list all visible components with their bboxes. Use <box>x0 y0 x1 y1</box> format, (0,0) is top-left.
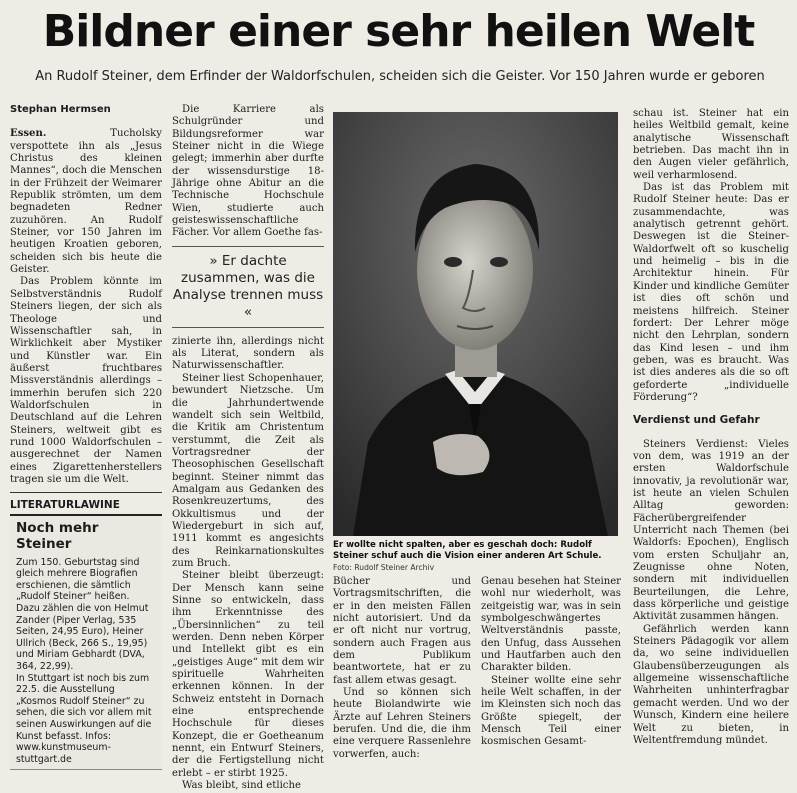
paragraph: Bücher und Vortragsmitschriften, die er in den meisten Fällen nicht autorisiert. Und da er oft nicht nur vortrug, sondern auch Fragen aus dem Publikum beantwortete, hat er zu fast allem etwas gesagt. <box>333 576 471 686</box>
headline: Bildner einer sehr heilen Welt <box>42 6 755 57</box>
sidebar-label: LITERATURLAWINE <box>10 499 120 512</box>
section-subheading: Verdienst und Gefahr <box>633 414 760 427</box>
sidebar-title: Noch mehr Steiner <box>16 519 99 552</box>
sidebar-paragraph: Zum 150. Geburtstag sind gleich mehrere Biografien erschienen, die sämtlich „Rudolf Steiner“ heißen. Dazu zählen die von Helmut Zander (Piper Verlag, 535 Seiten, 24,95 Euro), Heiner Ullrich (Beck, 266 S., 19,95) und Miriam Gebhardt (DVA, 364, 22,99). <box>16 556 149 672</box>
column-3 <box>333 576 471 761</box>
paragraph: Das ist das Problem mit Rudolf Steiner heute: Das er zusammendachte, was analytisch getrennt gehört. Deswegen ist die Steiner-Waldorfwelt oft so kuschelig und heimelig – bis in die Architektur hinein. Für Kinder und kindliche Gemüter ist dies oft schön und meistens hilfreich. Steiner fordert: Der Lehrer möge nicht den Lehrplan, sondern das Kind lesen – und ihm geben, was es braucht. Was ist dies anderes als die so oft geforderte „individuelle Förderung“? <box>633 182 789 403</box>
paragraph: zinierte ihn, allerdings nicht als Literat, sondern als Naturwissenschaftler. <box>172 335 324 372</box>
dateline-place: Essen. <box>10 128 47 140</box>
caption-text: Er wollte nicht spalten, aber es geschah doch: Rudolf Steiner schuf auch die Vision einer anderen Art Schule. <box>333 540 602 561</box>
paragraph <box>10 128 162 276</box>
column-5 <box>633 108 789 747</box>
paragraph: Und so können sich heute Biolandwirte wie Ärzte auf Lehren Steiners berufen. Und die, die ihm eine verquere Rassenlehre vorwerfen, auch: <box>333 687 471 760</box>
column-4 <box>481 576 621 749</box>
photo-credit: Foto: Rudolf Steiner Archiv <box>333 563 435 572</box>
column-1 <box>10 104 162 770</box>
sidebar-paragraph: In Stuttgart ist noch bis zum 22.5. die Ausstellung „Kosmos Rudolf Steiner“ zu sehen, die sich vor allem mit seinen Auswirkungen auf die Kunst befasst. Infos: www.kunstmuseum-stuttgart.de <box>16 672 152 765</box>
pull-quote: » Er dachte zusammen, was die Analyse trennen muss « <box>172 246 324 328</box>
portrait-illustration <box>333 112 618 536</box>
paragraph: Die Karriere als Schulgründer und Bildungsreformer war Steiner nicht in die Wiege gelegt; immerhin aber durfte der wissensdurstige 18-Jährige ohne Abitur an die Technische Hochschule Wien, studierte auch geisteswissenschaftliche Fächer. Vor allem Goethe fas- <box>172 104 324 239</box>
paragraph: Steiners Verdienst: Vieles von dem, was 1919 an der ersten Waldorfschule innovativ, ja revolutionär war, ist heute an vielen Schulen Alltag geworden: Fächerübergreifender Unterricht nach Themen (bei Waldorfs: Epochen), Englisch vom ersten Schuljahr an, Zeugnisse ohne Noten, sondern mit individuellen Beurteilungen, die Lehre, dass körperliche und geistige Aktivität zusammen hängen. <box>633 438 789 623</box>
paragraph: Das Problem könnte im Selbstverständnis Rudolf Steiners liegen, der sich als Theologe und Wissenschaftler sah, in Wirklichkeit aber Mystiker und Künstler war. Ein äußerst fruchtbares Missverständnis allerdings – immerhin berufen sich 220 Waldorfschulen in Deutschland auf die Lehren Steiners, weltweit gibt es rund 1000 Waldorfschulen – ausgerechnet der Namen eines Zigarettenherstellers tragen sie um die Welt. <box>10 276 162 485</box>
author-byline: Stephan Hermsen <box>10 104 111 115</box>
paragraph: Gefährlich werden kann Steiners Pädagogik vor allem da, wo seine individuellen Glaubensüberzeugungen als allgemeine wissenschaftliche Wahrheiten unhinterfragbar gemacht werden. Und wo der Wunsch, Kindern eine heilere Welt zu bieten, in Weltentfremdung mündet. <box>633 623 789 746</box>
paragraph: Steiner liest Schopenhauer, bewundert Nietzsche. Um die Jahrhundertwende wandelt sich sein Weltbild, die Kritik am Christentum verstummt, die Zeit als Vortragsredner der Theosophischen Gesellschaft beginnt. Steiner nimmt das Amalgam aus Gedanken des Rosenkreuzertums, des Okkultismus und der Wiedergeburt in sich auf, 1911 kommt es angesichts des Reinkarnationskultes zum Bruch. <box>172 372 324 569</box>
divider <box>10 492 162 493</box>
photo-caption <box>333 540 623 574</box>
subheadline: An Rudolf Steiner, dem Erfinder der Waldorfschulen, scheiden sich die Geister. Vor 150 Jahren wurde er geboren <box>35 69 765 84</box>
paragraph: Steiner bleibt überzeugt: Der Mensch kann seine Sinne so entwickeln, dass ihm Erkenntnisse des „Übersinnlichen“ zu teil werden. Denn neben Körper und Intellekt gibt es ein „geistiges Auge“ mit dem wir spirituelle Wahrheiten erkennen können. In der Schweiz entsteht in Dornach eine entsprechende Hochschule für dieses Konzept, die er Goetheanum nennt, ein Entwurf Steiners, der die Fertigstellung nicht erlebt – er stirbt 1925. <box>172 570 324 779</box>
paragraph: Steiner wollte eine sehr heile Welt schaffen, in der im Kleinsten sich noch das Größte spiegelt, der Mensch Teil einer kosmischen Gesamt- <box>481 674 621 748</box>
paragraph: Genau besehen hat Steiner wohl nur wiederholt, was zeitgeistig war, was in sein symbolgeschwängertes Weltverständnis passte, den Unfug, dass Aussehen und Hautfarben auch den Charakter bilden. <box>481 576 621 674</box>
sidebar-box <box>10 514 162 771</box>
paragraph-text: Tucholsky verspottete ihn als „Jesus Christus des kleinen Mannes“, doch die Menschen in der Frühzeit der Weimarer Republik strömten, um dem begnadeten Redner zuzuhören. An Rudolf Steiner, vor 150 Jahren im heutigen Kroatien geboren, scheiden sich bis heute die Geister. <box>10 128 162 276</box>
paragraph: schau ist. Steiner hat ein heiles Weltbild gemalt, keine analytische Wissenschaft betrieben. Das macht ihn in den Augen vieler gefährlich, weil verharmlosend. <box>633 108 789 181</box>
paragraph: Was bleibt, sind etliche <box>182 780 301 792</box>
portrait-photo <box>333 112 618 536</box>
column-2 <box>172 104 324 793</box>
